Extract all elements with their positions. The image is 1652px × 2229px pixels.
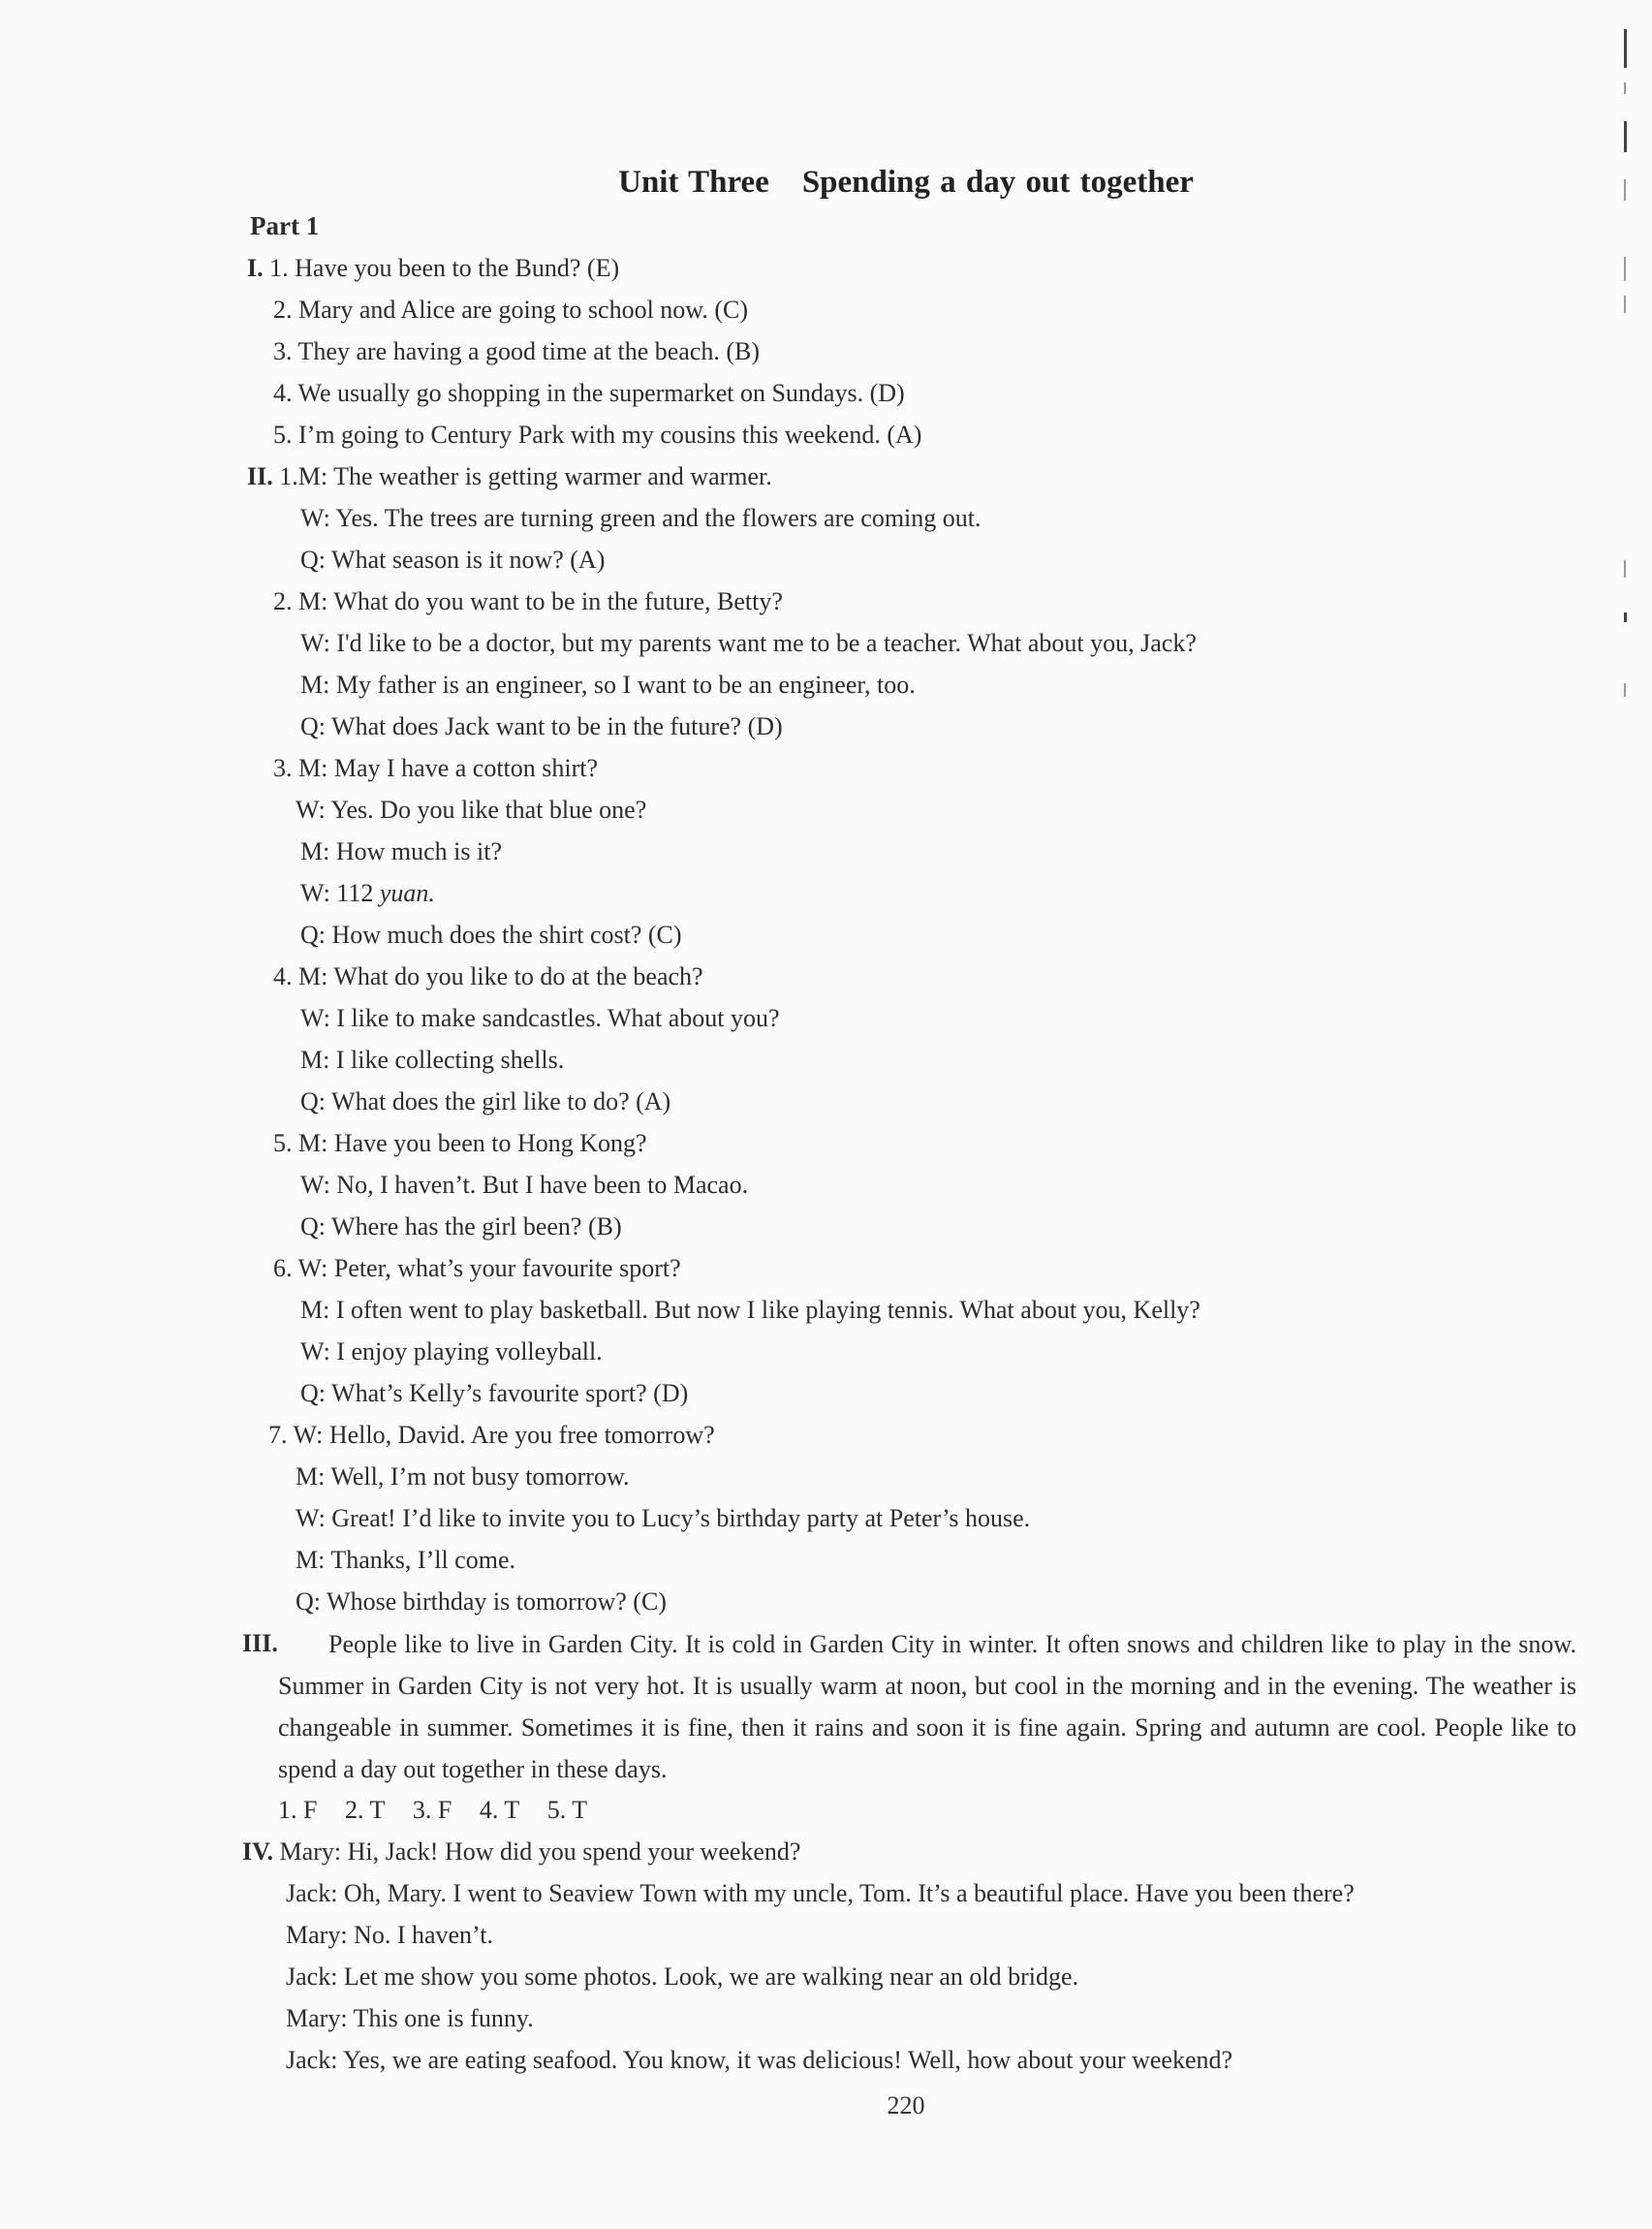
dialogue-number: 2.: [273, 587, 293, 615]
dialogue-3-line-1: [273, 754, 598, 783]
dialogue-line: M: May I have a cotton shirt?: [298, 754, 599, 782]
unit-name: Unit Three: [618, 165, 769, 200]
dialogue-line: Q: What season is it now? (A): [300, 546, 606, 574]
section-2-line-1: [247, 462, 772, 491]
section-1-label: I.: [247, 254, 264, 282]
answer-item: 1. F: [278, 1796, 318, 1824]
dialogue-line: M: Thanks, I’ll come.: [296, 1546, 515, 1574]
section-1-item: 1. Have you been to the Bund? (E): [269, 254, 620, 282]
dialogue-number: 5.: [273, 1129, 293, 1157]
dialogue-line: Jack: Yes, we are eating seafood. You know, it was delicious! Well, how about your weekend?: [286, 2046, 1233, 2074]
scan-edge-mark: [1624, 257, 1626, 281]
dialogue-number: 1.: [279, 462, 298, 490]
dialogue-line: W: Great! I’d like to invite you to Lucy’s birthday party at Peter’s house.: [296, 1504, 1031, 1532]
section-3-passage: [278, 1623, 1576, 1790]
unit-title: [0, 165, 1652, 201]
dialogue-line: M: Well, I’m not busy tomorrow.: [296, 1462, 630, 1491]
scan-edge-mark: [1624, 82, 1626, 94]
dialogue-number: 4.: [273, 962, 293, 990]
answer-item: 3. F: [412, 1796, 452, 1824]
dialogue-line: Q: What does the girl like to do? (A): [300, 1087, 671, 1115]
passage-text: People like to live in Garden City. It is cold in Garden City in winter. It often snows and children like to play in the snow. Summer in Garden City is not very hot. It is usually warm at noon, but cool in the morning and in the evening. The weather is changeable in summer. Sometimes it is fine, then it rains and soon it is fine again. Spring and autumn are cool. People like to spend a day out together in these days.: [278, 1630, 1576, 1783]
answer-item: 2. T: [344, 1796, 386, 1824]
section-3-label: III.: [242, 1629, 278, 1657]
section-1-item: 4. We usually go shopping in the supermarket on Sundays. (D): [273, 379, 905, 407]
scan-edge-mark: [1624, 560, 1626, 578]
dialogue-line: W: No, I haven’t. But I have been to Macao.: [300, 1171, 749, 1199]
section-1-item: 3. They are having a good time at the beach. (B): [273, 337, 761, 365]
part-heading: Part 1: [250, 211, 320, 240]
dialogue-line: M: What do you like to do at the beach?: [298, 962, 703, 990]
dialogue-line: M: I often went to play basketball. But now I like playing tennis. What about you, Kelly?: [300, 1296, 1200, 1324]
dialogue-line: Mary: Hi, Jack! How did you spend your weekend?: [279, 1837, 801, 1866]
scan-edge-mark: [1624, 612, 1627, 622]
section-1-line-1: [247, 254, 619, 283]
dialogue-line: Jack: Let me show you some photos. Look, we are walking near an old bridge.: [286, 1962, 1079, 1991]
dialogue-line: W: I like to make sandcastles. What about you?: [300, 1004, 780, 1032]
dialogue-line: W: I enjoy playing volleyball.: [300, 1337, 603, 1366]
section-1-item: 5. I’m going to Century Park with my cousins this weekend. (A): [273, 421, 922, 449]
dialogue-line: Jack: Oh, Mary. I went to Seaview Town with my uncle, Tom. It’s a beautiful place. Have you been there?: [286, 1879, 1355, 1907]
section-3-answers: [278, 1796, 608, 1825]
dialogue-line: Mary: No. I haven’t.: [286, 1921, 493, 1949]
unit-topic: Spending a day out together: [801, 165, 1194, 200]
dialogue-line: W: 112: [300, 879, 380, 907]
section-4-label: IV.: [242, 1837, 274, 1866]
dialogue-7-line-1: [268, 1421, 715, 1450]
dialogue-line: W: I'd like to be a doctor, but my parents want me to be a teacher. What about you, Jack?: [300, 629, 1197, 657]
dialogue-line: M: My father is an engineer, so I want to be an engineer, too.: [300, 671, 916, 699]
dialogue-2-line-1: [273, 587, 783, 616]
currency-word: yuan.: [379, 879, 435, 907]
dialogue-line: W: Hello, David. Are you free tomorrow?: [293, 1421, 715, 1449]
scan-edge-mark: [1624, 179, 1626, 201]
section-4-line-1: [242, 1837, 800, 1867]
dialogue-line: M: The weather is getting warmer and warmer.: [297, 462, 772, 490]
dialogue-line: Q: Whose birthday is tomorrow? (C): [296, 1587, 667, 1616]
dialogue-line-price: [300, 879, 435, 908]
page-number: 220: [887, 2091, 925, 2119]
dialogue-line: M: What do you want to be in the future, Betty?: [298, 587, 783, 615]
section-1-item: 2. Mary and Alice are going to school now. (C): [273, 296, 749, 324]
scan-edge-mark: [1624, 121, 1627, 152]
dialogue-line: Q: What does Jack want to be in the future? (D): [300, 712, 783, 740]
answer-item: 5. T: [546, 1796, 588, 1824]
answer-item: 4. T: [479, 1796, 520, 1824]
dialogue-6-line-1: [273, 1254, 681, 1283]
dialogue-5-line-1: [273, 1129, 647, 1158]
dialogue-line: M: I like collecting shells.: [300, 1046, 565, 1074]
dialogue-line: W: Peter, what’s your favourite sport?: [297, 1254, 681, 1282]
dialogue-line: Mary: This one is funny.: [286, 2004, 534, 2032]
dialogue-line: W: Yes. Do you like that blue one?: [296, 796, 647, 824]
section-2-label: II.: [247, 462, 273, 490]
dialogue-number: 3.: [273, 754, 293, 782]
dialogue-line: Q: How much does the shirt cost? (C): [300, 921, 682, 949]
scan-edge-mark: [1624, 683, 1626, 697]
dialogue-line: Q: Where has the girl been? (B): [300, 1212, 622, 1240]
dialogue-4-line-1: [273, 962, 703, 991]
dialogue-line: W: Yes. The trees are turning green and the flowers are coming out.: [300, 504, 982, 532]
dialogue-number: 7.: [268, 1421, 288, 1449]
dialogue-line: M: How much is it?: [300, 837, 502, 865]
scan-edge-mark: [1624, 29, 1627, 68]
dialogue-line: M: Have you been to Hong Kong?: [298, 1129, 647, 1157]
dialogue-number: 6.: [273, 1254, 293, 1282]
scan-edge-mark: [1624, 296, 1626, 313]
dialogue-line: Q: What’s Kelly’s favourite sport? (D): [300, 1379, 689, 1407]
